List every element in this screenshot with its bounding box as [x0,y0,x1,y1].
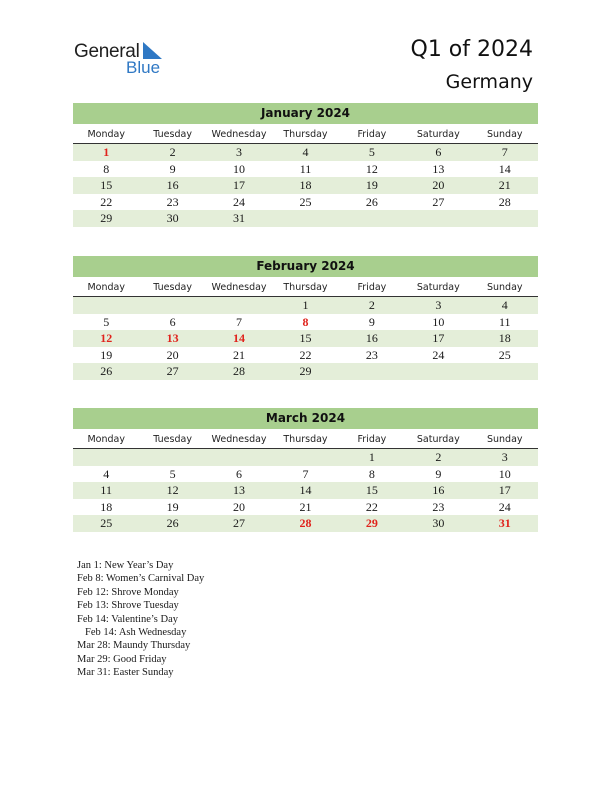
holiday-entry: Mar 28: Maundy Thursday [77,640,191,652]
weekday-header-row [73,126,538,144]
date-cell [405,210,471,227]
weekday-label: Thursday [283,129,328,140]
generalblue-logo [74,41,184,81]
date-cell: 14 [299,483,312,497]
weekday-label: Tuesday [153,282,192,293]
holiday-entry: Feb 8: Women’s Carnival Day [77,573,205,585]
date-cell: 2 [435,450,442,464]
date-cell [339,210,405,227]
date-cell: 8 [368,466,375,481]
date-cell: 21 [299,499,312,514]
date-cell [272,210,338,227]
date-cell: 6 [236,466,243,481]
date-cell [139,297,205,314]
holiday-entry: Feb 12: Shrove Monday [77,586,179,598]
weekday-label: Sunday [486,434,523,445]
date-cell [206,297,272,314]
date-cell: 21 [498,178,511,192]
date-cell: 20 [233,499,246,514]
date-cell [73,449,139,466]
weekday-label: Monday [87,282,125,293]
date-cell [139,449,205,466]
month-calendar-january [73,103,538,227]
date-cell: 15 [100,178,113,192]
date-cell [73,297,139,314]
date-cell: 10 [498,466,511,481]
date-cell: 6 [169,314,176,329]
weekday-label: Wednesday [211,282,267,293]
date-cell: 11 [498,314,511,329]
date-cell: 25 [100,516,113,530]
holiday-entry: Jan 1: New Year’s Day [77,560,174,571]
date-cell: 2 [368,298,375,312]
date-cell: 1 [368,450,375,464]
week-row [73,449,538,466]
weekday-label: Tuesday [153,434,192,445]
date-cell: 15 [365,483,378,497]
date-cell: 19 [365,178,378,192]
weekday-label: Wednesday [211,434,267,445]
weekday-header-row [73,431,538,449]
date-cell: 2 [169,145,176,159]
date-cell: 3 [435,298,442,312]
date-cell: 3 [501,450,508,464]
holiday-date-cell: 28 [299,516,312,530]
date-cell: 10 [233,161,246,176]
week-row [73,515,538,532]
date-cell: 25 [498,347,511,362]
holiday-date-cell: 31 [498,516,511,530]
date-cell: 12 [365,161,378,176]
month-calendar-february [73,256,538,380]
week-row [73,297,538,314]
weekday-label: Tuesday [153,129,192,140]
holiday-entry: Feb 13: Shrove Tuesday [77,600,179,612]
date-cell: 28 [233,364,246,378]
weekday-label: Monday [87,434,125,445]
date-cell: 15 [299,331,312,345]
weekday-label: Monday [87,129,125,140]
date-cell: 7 [302,466,309,481]
weekday-label: Saturday [416,282,460,293]
page-title: Q1 of 2024 [410,37,533,62]
date-cell: 22 [365,499,378,514]
date-cell: 18 [100,499,113,514]
date-cell: 16 [166,178,179,192]
date-cell: 7 [236,314,243,329]
date-cell: 11 [100,483,112,497]
date-cell: 9 [368,314,375,329]
date-cell: 10 [432,314,445,329]
week-row [73,466,538,483]
date-cell: 27 [233,516,246,530]
holiday-date-cell: 12 [100,331,113,345]
holiday-date-cell: 1 [103,145,110,159]
weekday-label: Sunday [486,129,523,140]
date-cell: 23 [432,499,445,514]
date-cell: 24 [233,194,246,209]
weekday-label: Saturday [416,129,460,140]
date-cell: 27 [432,194,445,209]
date-cell: 20 [432,178,445,192]
date-cell: 24 [498,499,511,514]
holiday-date-cell: 8 [302,314,309,329]
date-cell: 6 [435,145,442,159]
week-row [73,347,538,364]
holiday-date-cell: 29 [365,516,378,530]
date-cell: 1 [302,298,309,312]
date-cell: 18 [299,178,312,192]
week-row [73,144,538,161]
date-cell: 9 [169,161,176,176]
date-cell: 24 [432,347,445,362]
date-cell [472,363,538,380]
date-cell [405,363,471,380]
holiday-entry: Mar 29: Good Friday [77,653,167,665]
date-cell: 13 [233,483,246,497]
week-row [73,482,538,499]
holiday-list [77,559,204,680]
date-cell: 18 [498,331,511,345]
date-cell: 12 [166,483,179,497]
date-cell [272,449,338,466]
date-cell: 5 [103,314,110,329]
date-cell: 28 [498,194,511,209]
date-cell: 14 [498,161,511,176]
date-cell: 17 [498,483,511,497]
date-cell: 25 [299,194,312,209]
week-row [73,161,538,178]
date-cell: 13 [432,161,445,176]
weekday-label: Sunday [486,282,523,293]
holiday-entry: Feb 14: Valentine’s Day [77,613,179,625]
date-cell [472,210,538,227]
date-cell: 16 [365,331,378,345]
date-cell: 20 [166,347,179,362]
date-cell: 17 [432,331,445,345]
date-cell: 22 [299,347,312,362]
weekday-label: Friday [357,434,387,445]
date-cell: 26 [166,516,179,530]
week-row [73,194,538,211]
month-calendar-march [73,408,538,532]
week-row [73,330,538,347]
date-cell: 22 [100,194,113,209]
weekday-label: Thursday [283,434,328,445]
date-cell: 4 [302,145,309,159]
date-cell: 17 [233,178,246,192]
date-cell: 29 [299,364,312,378]
date-cell: 27 [166,364,179,378]
weekday-label: Saturday [416,434,460,445]
date-cell: 3 [236,145,243,159]
weekday-label: Wednesday [211,129,267,140]
date-cell: 30 [166,211,179,225]
date-cell: 5 [368,145,375,159]
country-name: Germany [445,71,533,93]
month-title: February 2024 [73,256,538,277]
week-row [73,177,538,194]
logo-general-text: General [74,41,140,62]
date-cell: 23 [166,194,179,209]
week-row [73,499,538,516]
week-row [73,314,538,331]
date-cell: 26 [100,364,113,378]
date-cell: 8 [103,161,110,176]
month-title: January 2024 [73,103,538,124]
date-cell: 7 [501,145,508,159]
date-cell: 23 [365,347,378,362]
date-cell: 4 [103,466,110,481]
date-cell: 19 [100,347,113,362]
holiday-date-cell: 13 [166,331,179,345]
date-cell: 21 [233,347,246,362]
date-cell: 9 [435,466,442,481]
logo-blue-text: Blue [126,58,161,77]
week-row [73,210,538,227]
week-row [73,363,538,380]
date-cell [339,363,405,380]
date-cell: 29 [100,211,113,225]
holiday-entry: Feb 14: Ash Wednesday [85,626,187,638]
weekday-label: Thursday [283,282,328,293]
weekday-label: Friday [357,282,387,293]
weekday-label: Friday [357,129,387,140]
holiday-entry: Mar 31: Easter Sunday [77,667,174,679]
date-cell: 30 [432,516,445,530]
date-cell: 11 [299,161,312,176]
date-cell [206,449,272,466]
date-cell: 5 [169,466,176,481]
weekday-header-row [73,279,538,297]
month-title: March 2024 [73,408,538,429]
date-cell: 4 [501,298,508,312]
date-cell: 19 [166,499,179,514]
date-cell: 31 [233,211,246,225]
date-cell: 26 [365,194,378,209]
date-cell: 16 [432,483,445,497]
holiday-date-cell: 14 [233,331,246,345]
